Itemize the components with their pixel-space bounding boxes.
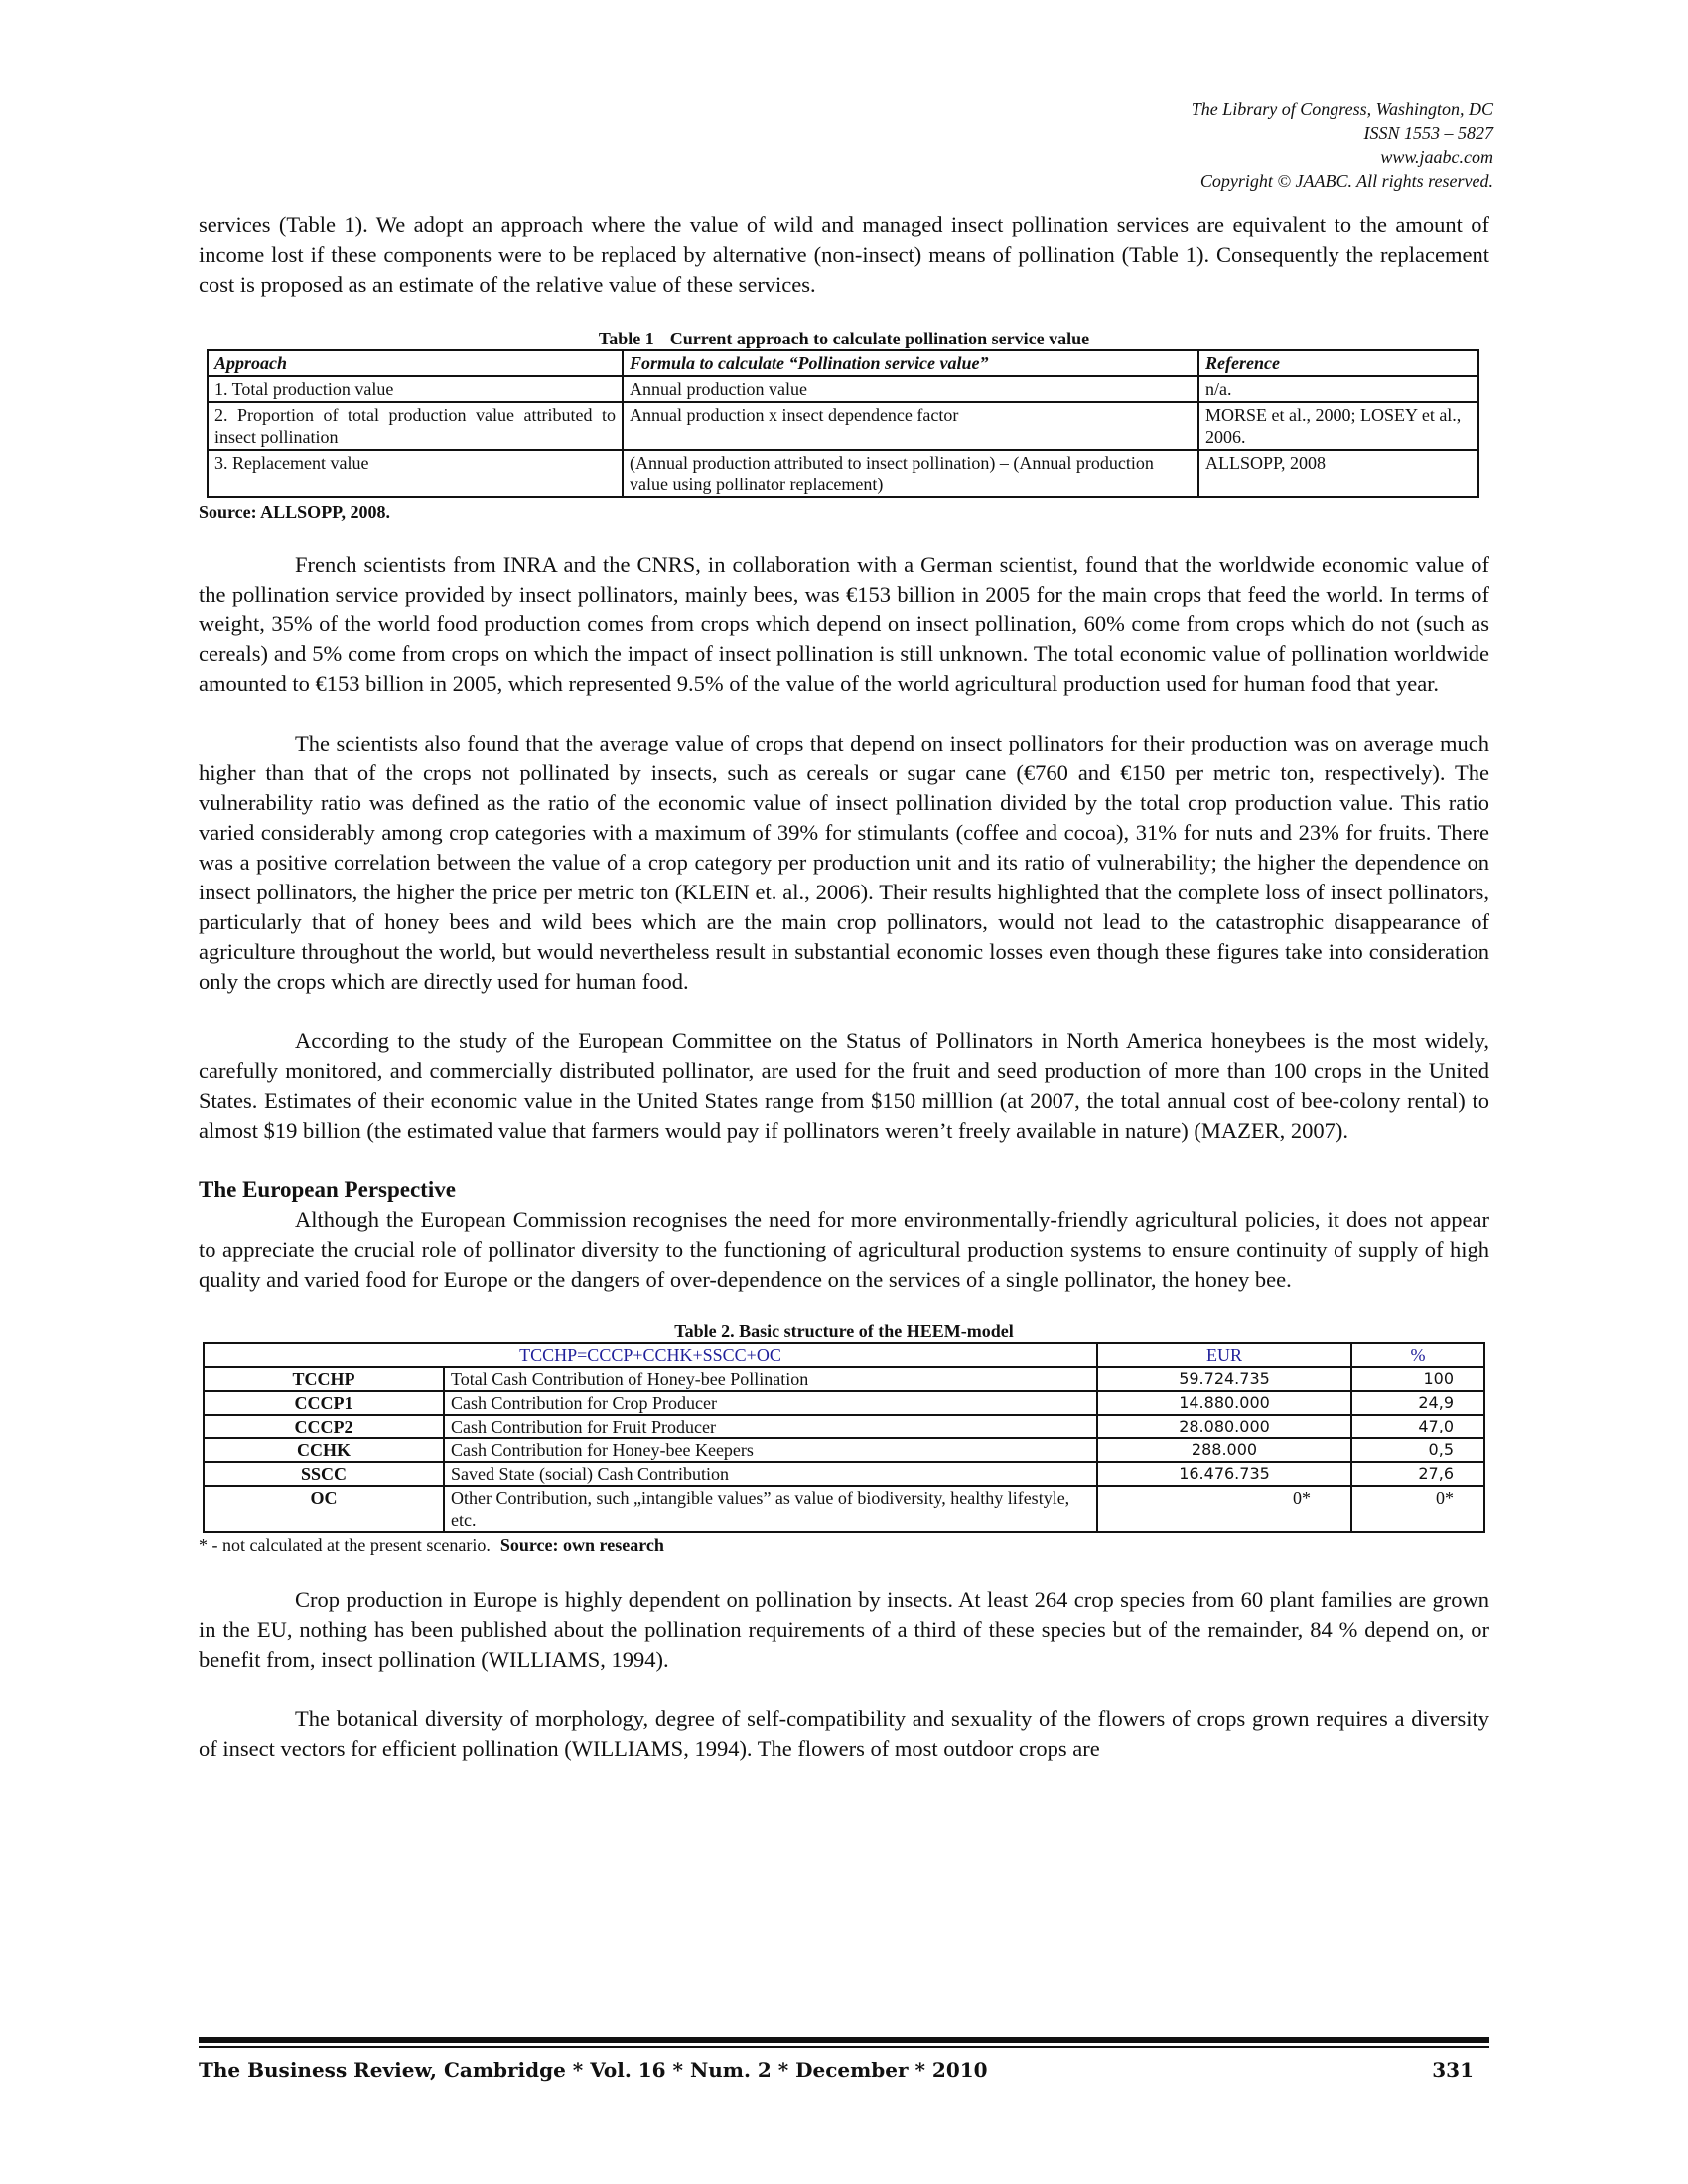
table-row [204, 1462, 1484, 1486]
table-cell: 1. Total production value [208, 376, 623, 402]
table-row [208, 450, 1478, 497]
table-cell: MORSE et al., 2000; LOSEY et al., 2006. [1198, 402, 1478, 450]
page-number: 331 [1432, 2058, 1474, 2082]
table-cell: Cash Contribution for Crop Producer [444, 1391, 1097, 1415]
paragraph-french-scientists: French scientists from INRA and the CNRS, in collaboration with a German scientist, found that the worldwide economic value of the pollination service provided by insect pollinators, mainly bees, was €153 billion in 2005 for the main crops that feed the world. In terms of weight, 35% of the world food production comes from crops which depend on insect pollination, 60% come from crops which do not (such as cereals) and 5% come from crops on which the impact of insect pollination is still unknown. The total economic value of pollination worldwide amounted to €153 billion in 2005, which represented 9.5% of the value of the world agricultural production used for human food that year. [199, 552, 1489, 696]
table-row [204, 1367, 1484, 1391]
table1-header-reference: Reference [1198, 350, 1478, 376]
table-cell: 27,6 [1351, 1462, 1484, 1486]
table-cell: SSCC [204, 1462, 444, 1486]
table-cell: 16.476.735 [1097, 1462, 1351, 1486]
table-cell: CCCP2 [204, 1415, 444, 1438]
table-cell: (Annual production attributed to insect pollination) – (Annual production value using pollinator replacement) [623, 450, 1198, 497]
table2-header-formula: TCCHP=CCCP+CCHK+SSCC+OC [204, 1343, 1097, 1367]
table-cell: 59.724.735 [1097, 1367, 1351, 1391]
table-cell: TCCHP [204, 1367, 444, 1391]
table2-note [199, 1534, 1489, 1556]
table-cell: Other Contribution, such „intangible values” as value of biodiversity, healthy lifestyle, etc. [444, 1486, 1097, 1532]
table-row [204, 1486, 1484, 1532]
table2-footnote: * - not calculated at the present scenario. [199, 1535, 491, 1555]
paragraph-botanical-diversity: The botanical diversity of morphology, degree of self-compatibility and sexuality of the flowers of crops grown requires a diversity of insect vectors for efficient pollination (WILLIAMS, 1994). The flowers of most outdoor crops are [199, 1706, 1489, 1761]
table-row [204, 1391, 1484, 1415]
table1-pollination-approach [207, 349, 1479, 498]
header-copyright: Copyright © JAABC. All rights reserved. [1199, 171, 1493, 191]
table-header-row [208, 350, 1478, 376]
table-cell: Cash Contribution for Honey-bee Keepers [444, 1438, 1097, 1462]
table2-source: Source: own research [499, 1535, 664, 1555]
paragraph-crop-values: The scientists also found that the average value of crops that depend on insect pollinators for their production was on average much higher than that of the crops not pollinated by insects, such as cereals or sugar cane (€760 and €150 per metric ton, respectively). The vulnerability ratio was defined as the ratio of the economic value of insect pollination divided by the total crop production value. This ratio varied considerably among crop categories with a maximum of 39% for stimulants (coffee and cocoa), 31% for nuts and 23% for fruits. There was a positive correlation between the value of a crop category per production unit and its ratio of vulnerability; the higher the dependence on insect pollinators, the higher the price per metric ton (KLEIN et. al., 2006). Their results highlighted that the complete loss of insect pollinators, particularly that of honey bees and wild bees which are the main crop pollinators, would not lead to the catastrophic disappearance of agriculture throughout the world, but would nevertheless result in substantial economic losses even though these figures take into consideration only the crops which are directly used for human food. [199, 731, 1489, 994]
table-cell: 14.880.000 [1097, 1391, 1351, 1415]
table-cell: 24,9 [1351, 1391, 1484, 1415]
header-publisher: The Library of Congress, Washington, DC [1191, 99, 1493, 119]
table2-header-eur: EUR [1097, 1343, 1351, 1367]
table1-header-formula: Formula to calculate “Pollination service value” [623, 350, 1198, 376]
table-header-row [204, 1343, 1484, 1367]
paragraph-services: services (Table 1). We adopt an approach where the value of wild and managed insect pollination services are equivalent to the amount of income lost if these components were to be replaced by alternative (non-insect) means of pollination (Table 1). Consequently the replacement cost is proposed as an estimate of the relative value of these services. [199, 212, 1489, 297]
table-cell: 0* [1351, 1486, 1484, 1532]
table-cell: Cash Contribution for Fruit Producer [444, 1415, 1097, 1438]
table-cell: CCHK [204, 1438, 444, 1462]
table-cell: 28.080.000 [1097, 1415, 1351, 1438]
footer-rule [199, 2037, 1489, 2048]
table-cell: 100 [1351, 1367, 1484, 1391]
table-cell: Saved State (social) Cash Contribution [444, 1462, 1097, 1486]
section-heading: The European Perspective [199, 1177, 456, 1202]
article-body [199, 210, 1489, 1764]
table1-caption-label: Table 1 [598, 329, 654, 348]
table-cell: n/a. [1198, 376, 1478, 402]
page-header [997, 97, 1493, 193]
paragraph-european-commission: Although the European Commission recognises the need for more environmentally-friendly agricultural policies, it does not appear to appreciate the crucial role of pollinator diversity to the functioning of agricultural production systems to ensure continuity of supply of high quality and varied food for Europe or the dangers of over-dependence on the services of a single pollinator, the honey bee. [199, 1207, 1489, 1292]
table-cell: 2. Proportion of total production value attributed to insect pollination [208, 402, 623, 450]
table1-source: Source: ALLSOPP, 2008. [199, 502, 391, 522]
table2-heem-model [203, 1342, 1485, 1533]
table-cell: Annual production value [623, 376, 1198, 402]
table-cell: OC [204, 1486, 444, 1532]
footer-journal: The Business Review, Cambridge * Vol. 16 * Num. 2 * December * 2010 [199, 2058, 988, 2082]
paragraph-north-america: According to the study of the European Committee on the Status of Pollinators in North America honeybees is the most widely, carefully monitored, and commercially distributed pollinator, are used for the fruit and seed production of more than 100 crops in the United States. Estimates of their economic value in the United States range from $150 milllion (at 2007, the total annual cost of bee-colony rental) to almost $19 billion (the estimated value that farmers would pay if pollinators weren’t freely available in nature) (MAZER, 2007). [199, 1028, 1489, 1143]
table2-caption: Table 2. Basic structure of the HEEM-model [674, 1321, 1014, 1341]
table1-header-approach: Approach [208, 350, 623, 376]
table-cell: Total Cash Contribution of Honey-bee Pollination [444, 1367, 1097, 1391]
table-row [204, 1415, 1484, 1438]
table-cell: 47,0 [1351, 1415, 1484, 1438]
table-row [204, 1438, 1484, 1462]
table-cell: ALLSOPP, 2008 [1198, 450, 1478, 497]
paragraph-crop-production: Crop production in Europe is highly dependent on pollination by insects. At least 264 crop species from 60 plant families are grown in the EU, nothing has been published about the pollination requirements of a third of these species but of the remainder, 84 % depend on, or benefit from, insect pollination (WILLIAMS, 1994). [199, 1587, 1489, 1672]
header-issn: ISSN 1553 – 5827 [1363, 123, 1493, 143]
header-website: www.jaabc.com [1380, 147, 1493, 167]
table1-caption [199, 328, 1489, 349]
table1-caption-title: Current approach to calculate pollination service value [669, 329, 1090, 348]
table-row [208, 376, 1478, 402]
table-cell: CCCP1 [204, 1391, 444, 1415]
table-cell: 0,5 [1351, 1438, 1484, 1462]
table-cell: 288.000 [1097, 1438, 1351, 1462]
table2-header-percent: % [1351, 1343, 1484, 1367]
table-cell: 0* [1097, 1486, 1351, 1532]
table-row [208, 402, 1478, 450]
table-cell: 3. Replacement value [208, 450, 623, 497]
table-cell: Annual production x insect dependence factor [623, 402, 1198, 450]
